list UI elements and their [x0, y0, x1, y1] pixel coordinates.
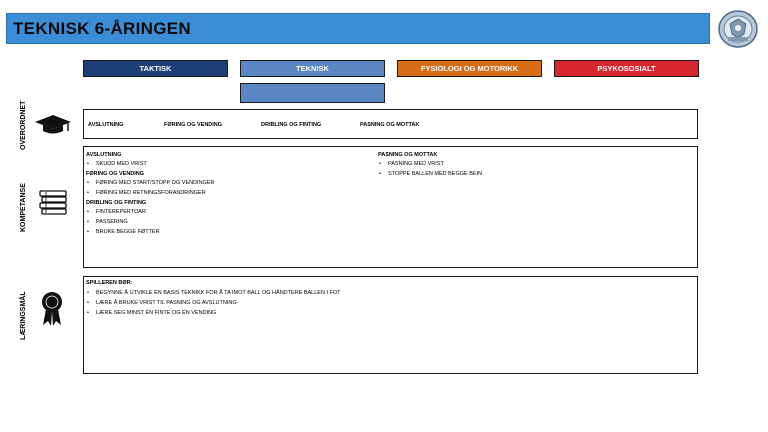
- award-ribbon-icon: [40, 291, 64, 327]
- laeringsmal-content: [86, 280, 341, 320]
- list-item: • FØRING MED START/STOPP OG VENDINGER: [86, 180, 214, 186]
- kompetanse-heading: FØRING OG VENDING: [86, 171, 145, 177]
- overordnet-item: DRIBLING OG FINTING: [261, 122, 322, 128]
- club-crest-icon: [718, 10, 758, 48]
- header-bar: [6, 13, 710, 44]
- page-title: TEKNISK 6-ÅRINGEN: [13, 19, 191, 38]
- teknisk-subtab[interactable]: [240, 83, 385, 103]
- kompetanse-box: [83, 146, 698, 268]
- list-item: • BEGYNNE Å UTVIKLE EN BASIS TEKNIKK FOR Å TA IMOT BALL OG HÅNDTERE BALLEN I FOT: [86, 290, 341, 296]
- list-item: • PASNING MED VRIST: [378, 161, 482, 167]
- kompetanse-heading: PASNING OG MOTTAK: [378, 152, 438, 158]
- kompetanse-heading: AVSLUTNING: [86, 152, 122, 158]
- list-item: • LÆRE Å BRUKE VRIST TIL PASNING OG AVSLUTNING: [86, 300, 341, 306]
- kompetanse-right-column: [378, 152, 482, 181]
- section-label-overordnet: OVERORDNET: [20, 100, 27, 150]
- list-item: • STOPPE BALLEN MED BEGGE BEIN: [378, 171, 482, 177]
- overordnet-item: AVSLUTNING: [88, 122, 124, 128]
- list-item: • BRUKE BEGGE FØTTER: [86, 229, 214, 235]
- list-item: • PASSERING: [86, 219, 214, 225]
- laeringsmal-box: [83, 276, 698, 374]
- books-icon: [38, 189, 68, 215]
- section-label-laeringsmal: LÆRINGSMÅL: [20, 291, 27, 340]
- section-label-kompetanse: KOMPETANSE: [20, 183, 27, 232]
- laeringsmal-heading: SPILLEREN BØR:: [86, 280, 133, 286]
- list-item: • FINTEREPERTOAR: [86, 209, 214, 215]
- kompetanse-heading: DRIBLING OG FINTING: [86, 200, 147, 206]
- tab-psykososialt[interactable]: PSYKOSOSIALT: [554, 60, 699, 77]
- overordnet-box: [83, 109, 698, 139]
- kompetanse-left-column: [86, 152, 214, 239]
- tab-taktisk[interactable]: TAKTISK: [83, 60, 228, 77]
- list-item: • FØRING MED RETNINGSFORANDRINGER: [86, 190, 214, 196]
- tab-teknisk[interactable]: TEKNISK: [240, 60, 385, 77]
- graduation-cap-icon: [34, 113, 72, 135]
- list-item: • SKUDD MED VRIST: [86, 161, 214, 167]
- overordnet-item: FØRING OG VENDING: [164, 122, 223, 128]
- overordnet-item: PASNING OG MOTTAK: [360, 122, 420, 128]
- list-item: • LÆRE SEG MINST ÉN FINTE OG ÉN VENDING: [86, 310, 341, 316]
- tab-fysiologi-og-motorikk[interactable]: FYSIOLOGI OG MOTORIKK: [397, 60, 542, 77]
